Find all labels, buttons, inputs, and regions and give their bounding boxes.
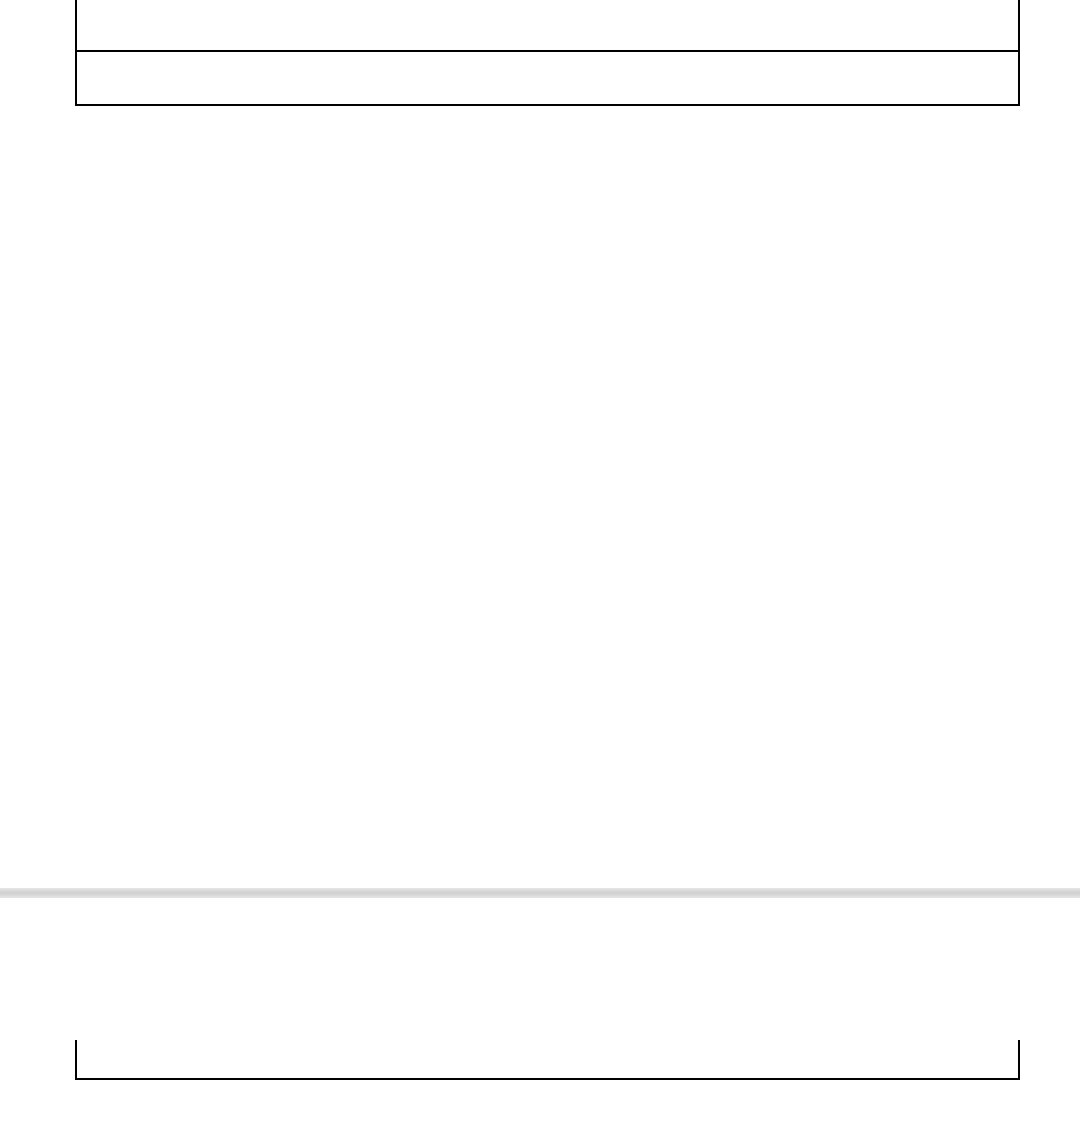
scoreboard-sheet-page-2 <box>75 1040 1020 1080</box>
page-divider <box>0 888 1080 898</box>
footer-cell <box>75 1040 1020 1080</box>
scoreboard-sheet-page-1 <box>75 0 1020 106</box>
page-title <box>75 0 1020 52</box>
grade-subtitle <box>75 52 1020 106</box>
